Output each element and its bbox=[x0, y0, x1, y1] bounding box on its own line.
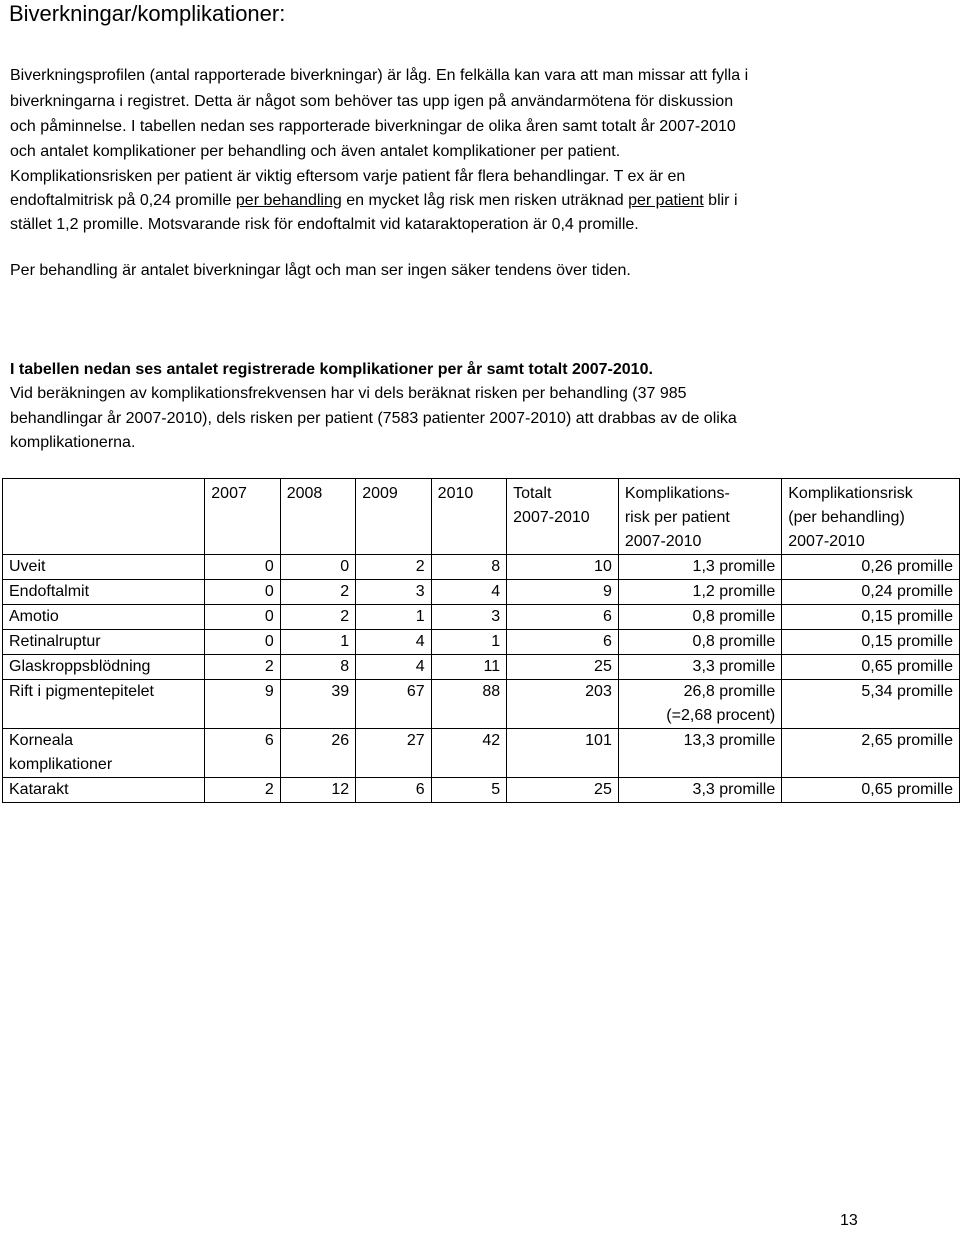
cell-2007: 9 bbox=[205, 680, 280, 729]
header-2008: 2008 bbox=[280, 479, 355, 555]
cell-risk-per-patient: 1,2 promille bbox=[618, 580, 781, 605]
cell-risk-per-patient: 3,3 promille bbox=[618, 778, 781, 803]
complications-table bbox=[2, 478, 960, 803]
per-behandling-underlined: per behandling bbox=[235, 192, 342, 209]
cell-2009: 4 bbox=[356, 630, 431, 655]
cell-2010: 5 bbox=[431, 778, 506, 803]
header-total bbox=[507, 479, 619, 555]
cell-2009: 6 bbox=[356, 778, 431, 803]
cell-risk-per-treatment: 0,26 promille bbox=[782, 555, 960, 580]
table-row bbox=[3, 655, 960, 680]
header-risk-per-patient-line-1: Komplikations- bbox=[624, 485, 730, 502]
cell-risk-per-treatment: 2,65 promille bbox=[782, 729, 960, 778]
row-label bbox=[3, 729, 205, 778]
cell-2008: 1 bbox=[280, 630, 355, 655]
header-risk-per-patient bbox=[618, 479, 781, 555]
cell-2009: 3 bbox=[356, 580, 431, 605]
per-patient-underlined: per patient bbox=[628, 192, 704, 209]
cell-2007: 6 bbox=[205, 729, 280, 778]
cell-risk-per-patient: 3,3 promille bbox=[618, 655, 781, 680]
line-6-part-a: endoftalmitrisk på 0,24 promille bbox=[10, 192, 236, 209]
cell-risk-per-treatment: 0,65 promille bbox=[782, 778, 960, 803]
cell-2010: 88 bbox=[431, 680, 506, 729]
cell-total: 203 bbox=[507, 680, 619, 729]
risk-per-patient-line-1: 26,8 promille bbox=[683, 683, 776, 700]
row-label: Amotio bbox=[3, 605, 205, 630]
header-risk-per-treatment-line-3: 2007-2010 bbox=[788, 533, 865, 550]
cell-2008: 8 bbox=[280, 655, 355, 680]
table-row bbox=[3, 729, 960, 778]
cell-2007: 2 bbox=[205, 778, 280, 803]
cell-risk-per-patient: 13,3 promille bbox=[618, 729, 781, 778]
paragraph-1-line-7: stället 1,2 promille. Motsvarande risk för endoftalmit vid kataraktoperation är 0,4 promille. bbox=[10, 216, 639, 233]
cell-risk-per-treatment: 0,65 promille bbox=[782, 655, 960, 680]
header-risk-per-treatment-line-2: (per behandling) bbox=[788, 509, 905, 526]
cell-2007: 0 bbox=[205, 605, 280, 630]
page-heading: Biverkningar/komplikationer: bbox=[9, 1, 286, 26]
header-risk-per-patient-line-3: 2007-2010 bbox=[624, 533, 702, 550]
risk-per-patient-line-2: (=2,68 procent) bbox=[666, 707, 776, 724]
line-6-part-b: en mycket låg risk men risken uträknad bbox=[341, 192, 629, 209]
header-risk-per-treatment bbox=[782, 479, 960, 555]
paragraph-3-line-1: Vid beräkningen av komplikationsfrekvensen har vi dels beräknat risken per behandling (37 985 bbox=[10, 385, 687, 402]
table-row bbox=[3, 778, 960, 803]
cell-total: 25 bbox=[507, 655, 619, 680]
row-label: Glaskroppsblödning bbox=[3, 655, 205, 680]
table-row bbox=[3, 555, 960, 580]
cell-total: 101 bbox=[507, 729, 619, 778]
paragraph-3-line-3: komplikationerna. bbox=[10, 434, 136, 451]
cell-total: 6 bbox=[507, 605, 619, 630]
complications-table-wrapper bbox=[2, 478, 960, 803]
cell-total: 9 bbox=[507, 580, 619, 605]
cell-2008: 2 bbox=[280, 605, 355, 630]
table-row bbox=[3, 605, 960, 630]
row-label-line-2: komplikationer bbox=[9, 756, 113, 773]
cell-2007: 2 bbox=[205, 655, 280, 680]
cell-total: 25 bbox=[507, 778, 619, 803]
cell-2009: 27 bbox=[356, 729, 431, 778]
cell-2010: 8 bbox=[431, 555, 506, 580]
cell-2008: 39 bbox=[280, 680, 355, 729]
header-total-line-2: 2007-2010 bbox=[513, 509, 590, 526]
cell-2007: 0 bbox=[205, 630, 280, 655]
table-row bbox=[3, 680, 960, 729]
header-2010: 2010 bbox=[431, 479, 506, 555]
header-risk-per-treatment-line-1: Komplikationsrisk bbox=[788, 485, 913, 502]
paragraph-1-line-1: Biverkningsprofilen (antal rapporterade biverkningar) är låg. En felkälla kan vara att man missar att fylla i bbox=[10, 67, 749, 84]
paragraph-1-line-2: biverkningarna i registret. Detta är något som behöver tas upp igen på användarmötena för diskussion bbox=[10, 93, 734, 110]
section-title: I tabellen nedan ses antalet registrerade komplikationer per år samt totalt 2007-2010. bbox=[10, 361, 653, 378]
line-6-part-c: blir i bbox=[703, 192, 738, 209]
cell-risk-per-patient: 0,8 promille bbox=[618, 605, 781, 630]
cell-total: 10 bbox=[507, 555, 619, 580]
row-label: Endoftalmit bbox=[3, 580, 205, 605]
cell-2010: 1 bbox=[431, 630, 506, 655]
cell-risk-per-treatment: 0,15 promille bbox=[782, 630, 960, 655]
cell-risk-per-patient: 1,3 promille bbox=[618, 555, 781, 580]
cell-2010: 4 bbox=[431, 580, 506, 605]
header-risk-per-patient-line-2: risk per patient bbox=[624, 509, 730, 526]
paragraph-1-line-6 bbox=[10, 189, 738, 213]
cell-2009: 1 bbox=[356, 605, 431, 630]
cell-2007: 0 bbox=[205, 580, 280, 605]
paragraph-3-line-2: behandlingar år 2007-2010), dels risken per patient (7583 patienter 2007-2010) att drabbas av de olika bbox=[10, 410, 737, 427]
cell-2007: 0 bbox=[205, 555, 280, 580]
table-row bbox=[3, 580, 960, 605]
cell-risk-per-patient: 0,8 promille bbox=[618, 630, 781, 655]
cell-risk-per-treatment: 0,24 promille bbox=[782, 580, 960, 605]
cell-2009: 67 bbox=[356, 680, 431, 729]
cell-2010: 11 bbox=[431, 655, 506, 680]
paragraph-1-line-4: och antalet komplikationer per behandling och även antalet komplikationer per patient. bbox=[10, 143, 621, 160]
row-label-line-1: Korneala bbox=[9, 732, 74, 749]
cell-2008: 26 bbox=[280, 729, 355, 778]
header-empty-cell bbox=[3, 479, 205, 555]
cell-risk-per-treatment: 0,15 promille bbox=[782, 605, 960, 630]
paragraph-1-line-3: och påminnelse. I tabellen nedan ses rapporterade biverkningar de olika åren samt totalt år 2007-2010 bbox=[10, 118, 736, 135]
page-number: 13 bbox=[840, 1212, 858, 1229]
cell-2010: 42 bbox=[431, 729, 506, 778]
paragraph-1-line-5: Komplikationsrisken per patient är viktig eftersom varje patient får flera behandlingar. T ex är en bbox=[10, 168, 686, 185]
cell-2008: 2 bbox=[280, 580, 355, 605]
header-total-line-1: Totalt bbox=[513, 485, 552, 502]
cell-2009: 2 bbox=[356, 555, 431, 580]
cell-2008: 12 bbox=[280, 778, 355, 803]
row-label: Retinalruptur bbox=[3, 630, 205, 655]
header-2009: 2009 bbox=[356, 479, 431, 555]
table-header-row bbox=[3, 479, 960, 555]
cell-2009: 4 bbox=[356, 655, 431, 680]
cell-total: 6 bbox=[507, 630, 619, 655]
paragraph-2: Per behandling är antalet biverkningar lågt och man ser ingen säker tendens över tiden. bbox=[10, 262, 631, 279]
row-label: Rift i pigmentepitelet bbox=[3, 680, 205, 729]
cell-2010: 3 bbox=[431, 605, 506, 630]
row-label: Uveit bbox=[3, 555, 205, 580]
cell-risk-per-treatment: 5,34 promille bbox=[782, 680, 960, 729]
header-2007: 2007 bbox=[205, 479, 280, 555]
table-row bbox=[3, 630, 960, 655]
cell-risk-per-patient bbox=[618, 680, 781, 729]
row-label: Katarakt bbox=[3, 778, 205, 803]
cell-2008: 0 bbox=[280, 555, 355, 580]
